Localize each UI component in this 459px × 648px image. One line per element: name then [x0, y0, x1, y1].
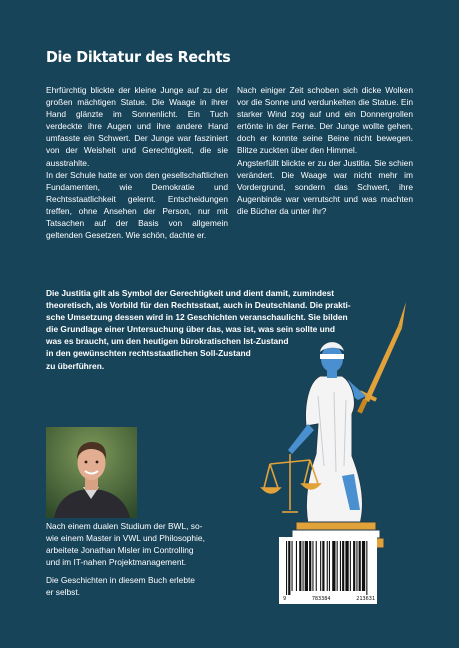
barcode-bar: [305, 541, 308, 591]
barcode-bar: [350, 541, 351, 591]
isbn-barcode: [279, 537, 377, 604]
justitia-statue-illustration: [248, 296, 423, 551]
summary-line: was es braucht, um den heutigen bürokratischen Ist-Zustand: [46, 336, 289, 347]
barcode-bar: [356, 541, 357, 591]
barcode-bar: [337, 541, 338, 591]
story-column-right: [237, 84, 413, 217]
isbn-group-1: 783384: [311, 596, 331, 602]
barcode-bar: [362, 541, 365, 591]
author-photo: [46, 427, 137, 518]
isbn-number: [283, 596, 375, 602]
isbn-prefix: 9: [283, 596, 287, 602]
bio-line: wie einem Master in VWL und Philosophie,: [46, 533, 205, 544]
barcode-bar: [353, 541, 355, 591]
story-paragraph: Angsterfüllt blickte er zu der Justitia. Sie schien verändert. Die Waage war nicht mehr im Vordergrund, sondern das Schwert, ihre Augenbinde war verrutscht und was machten die Bücher da unter ihr?: [237, 157, 413, 216]
barcode-bar: [332, 541, 335, 591]
author-bio: [46, 520, 226, 605]
summary-line: theoretisch, als Vorbild für den Rechtsstaat, auch in Deutschland. Die prakti-: [46, 300, 351, 311]
summary-line: in den gewünschten rechtsstaatlichen Soll-Zustand: [46, 348, 251, 359]
barcode-bar: [299, 541, 301, 591]
summary-line: Die Justitia gilt als Symbol der Gerechtigkeit und dient damit, zumindest: [46, 288, 335, 298]
barcode-bar: [342, 541, 344, 591]
story-column-left: [46, 84, 228, 241]
barcode-bar: [296, 541, 297, 591]
barcode-bar: [316, 541, 317, 591]
barcode-bar: [320, 541, 321, 591]
barcode-bar: [286, 541, 287, 595]
bio-line: arbeitete Jonathan Misler im Controlling: [46, 545, 194, 556]
barcode-bar: [292, 541, 293, 591]
barcode-bar: [327, 541, 328, 591]
story-paragraph: In der Schule hatte er von den gesellschaftlichen Fundamenten, wie Demokratie und Rechtsstaatlichkeit gelernt. Entscheidungen treffen, ohne Ansehen der Person, nur mit Tatsachen auf der Basis von allgemein geltenden Gesetzen. Wie schön, dachte er.: [46, 169, 228, 241]
sword-icon: [357, 302, 406, 414]
bio-line: Nach einem dualen Studium der BWL, so-: [46, 521, 203, 531]
barcode-bar: [359, 541, 361, 591]
barcode-bar: [288, 541, 290, 595]
barcode-bars: [279, 537, 377, 597]
barcode-bar: [366, 541, 367, 595]
bio-line: und im IT-nahen Projektmanagement.: [46, 557, 187, 568]
bio-line: er selbst.: [46, 587, 80, 598]
isbn-group-2: 213631: [356, 596, 375, 602]
barcode-bar: [345, 541, 348, 591]
bio-line: Die Geschichten in diesem Buch erlebte: [46, 575, 195, 586]
barcode-bar: [309, 541, 311, 591]
summary-line: zu überführen.: [46, 360, 105, 371]
barcode-bar: [303, 541, 304, 591]
book-title: Die Diktatur des Rechts: [46, 48, 231, 66]
story-paragraph: Ehrfürchtig blickte der kleine Junge auf zu der großen mächtigen Statue. Die Waage in ihrer Hand glänzte im Sonnenlicht. Ein Tuch verdeckte ihre Augen und ihre andere Hand umfasste ein Schwert. Der Junge war fasziniert von der Weisheit und Gerechtigkeit, die sie ausstrahlte.: [46, 85, 228, 168]
summary-line: sche Umsetzung dessen wird in 12 Geschichten veranschaulicht. Sie bilden: [46, 312, 348, 323]
barcode-bar: [312, 541, 313, 591]
summary-line: die Grundlage einer Untersuchung über das, was ist, was sein sollte und: [46, 324, 336, 335]
story-paragraph: Nach einiger Zeit schoben sich dicke Wolken vor die Sonne und verdunkelten die Statue. Ein starker Wind zog auf und ein Donnergrollen ertönte in der Ferne. Der Junge wollte gehen, doch er konnte seine Beine nicht bewegen. Blitze zuckten über den Himmel.: [237, 85, 413, 156]
barcode-bar: [322, 541, 324, 591]
barcode-bar: [340, 541, 341, 591]
barcode-bar: [329, 541, 330, 591]
